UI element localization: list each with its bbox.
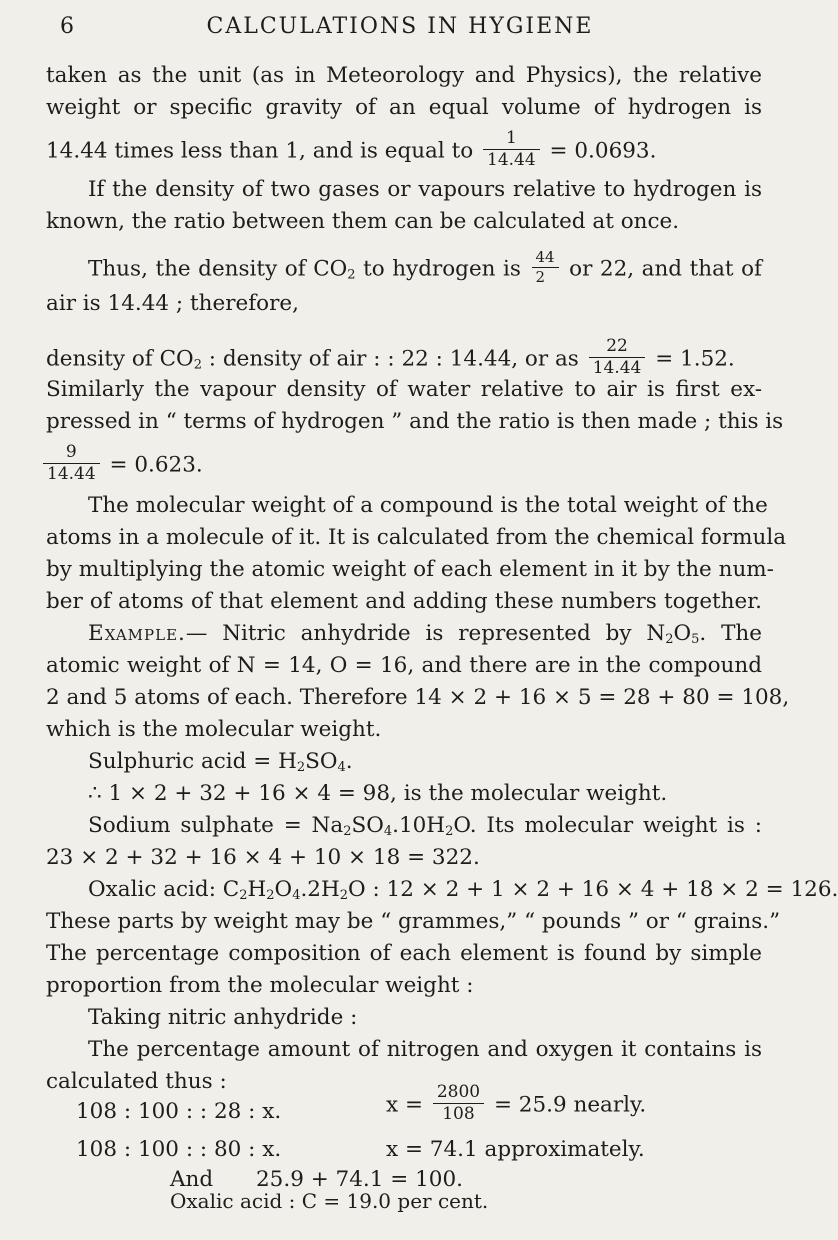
fraction: $\frac{2800}{108}$ [433, 1084, 484, 1123]
text-line-with-fraction: $\frac{9}{14.44}$ = 0.623. [40, 446, 756, 485]
text-line: The percentage amount of nitrogen and oxygen it contains is [88, 1037, 762, 1062]
calc-result: x = $\frac{2800}{108}$ = 25.9 nearly. [386, 1082, 647, 1124]
text-line: 2 and 5 atoms of each. Therefore 14 × 2 + 16 × 5 = 28 + 80 = 108, [46, 685, 790, 710]
text-line: air is 14.44 ; therefore, [46, 291, 299, 316]
text-line: ber of atoms of that element and adding these numbers together. [46, 589, 762, 614]
text-line: ∴ 1 × 2 + 32 + 16 × 4 = 98, is the molecular weight. [88, 781, 668, 806]
text-line: Sulphuric acid = $H_2SO_4$. [88, 749, 353, 775]
fraction: $\frac{44}{2}$ [532, 250, 559, 285]
text-line-with-fraction: 14.44 times less than 1, and is equal to $\frac{1}{14.44}$ = 0.0693. [46, 128, 657, 170]
calc-label: And [170, 1167, 214, 1192]
text-line: Example.— Nitric anhydride is represented by $N_2O_5$. The [88, 621, 762, 647]
text-line-with-fraction: density of $CO_2$ : density of air : : 22 : 14.44, or as $\frac{22}{14.44}$ = 1.52. [46, 336, 735, 378]
example-label: Example. [88, 621, 186, 646]
text-line: Oxalic acid: $C_2H_2O_4.2H_2O$ : 12 × 2 + 1 × 2 + 16 × 4 + 18 × 2 = 126. [88, 877, 838, 903]
text-line: Sodium sulphate = $Na_2SO_4.10H_2O$. Its molecular weight is : [88, 813, 762, 839]
text-line: Similarly the vapour density of water relative to air is first ex- [46, 377, 762, 402]
text-line: atoms in a molecule of it. It is calculated from the chemical formula [46, 525, 787, 550]
fraction: $\frac{1}{14.44}$ [483, 130, 540, 169]
text-line: atomic weight of N = 14, O = 16, and there are in the compound [46, 653, 762, 678]
text-line: by multiplying the atomic weight of each element in it by the num- [46, 557, 774, 582]
fraction: $\frac{22}{14.44}$ [589, 338, 646, 377]
text-line: known, the ratio between them can be calculated at once. [46, 209, 680, 234]
text-line-with-fraction: Thus, the density of $CO_2$ to hydrogen is $\frac{44}{2}$ or 22, and that of [88, 248, 762, 286]
text-line: 23 × 2 + 32 + 16 × 4 + 10 × 18 = 322. [46, 845, 480, 870]
text-line: taken as the unit (as in Meteorology and Physics), the relative [46, 63, 762, 88]
calc-sum: 25.9 + 74.1 = 100. [256, 1167, 463, 1192]
text-line: weight or specific gravity of an equal volume of hydrogen is [46, 95, 762, 120]
running-title: CALCULATIONS IN HYGIENE [206, 14, 594, 39]
text-line: which is the molecular weight. [46, 717, 382, 742]
fraction: $\frac{9}{14.44}$ [43, 444, 100, 483]
text-line: The percentage composition of each element is found by simple [46, 941, 762, 966]
calc-proportion: 108 : 100 : : 80 : x. [76, 1137, 282, 1162]
text-line: These parts by weight may be “ grammes,” “ pounds ” or “ grains.” [46, 909, 781, 934]
calc-proportion: 108 : 100 : : 28 : x. [76, 1099, 282, 1124]
text-line: pressed in “ terms of hydrogen ” and the ratio is then made ; this is [46, 409, 784, 434]
text-line: Taking nitric anhydride : [88, 1005, 358, 1030]
text-line: calculated thus : [46, 1069, 227, 1094]
text-line: proportion from the molecular weight : [46, 973, 474, 998]
text-line: If the density of two gases or vapours relative to hydrogen is [88, 177, 762, 202]
text-line: The molecular weight of a compound is the total weight of the [88, 493, 768, 518]
page-number: 6 [60, 14, 74, 39]
oxalic-c-line: Oxalic acid : C = 19.0 per cent. [170, 1189, 489, 1213]
calc-result: x = 74.1 approximately. [386, 1137, 645, 1162]
